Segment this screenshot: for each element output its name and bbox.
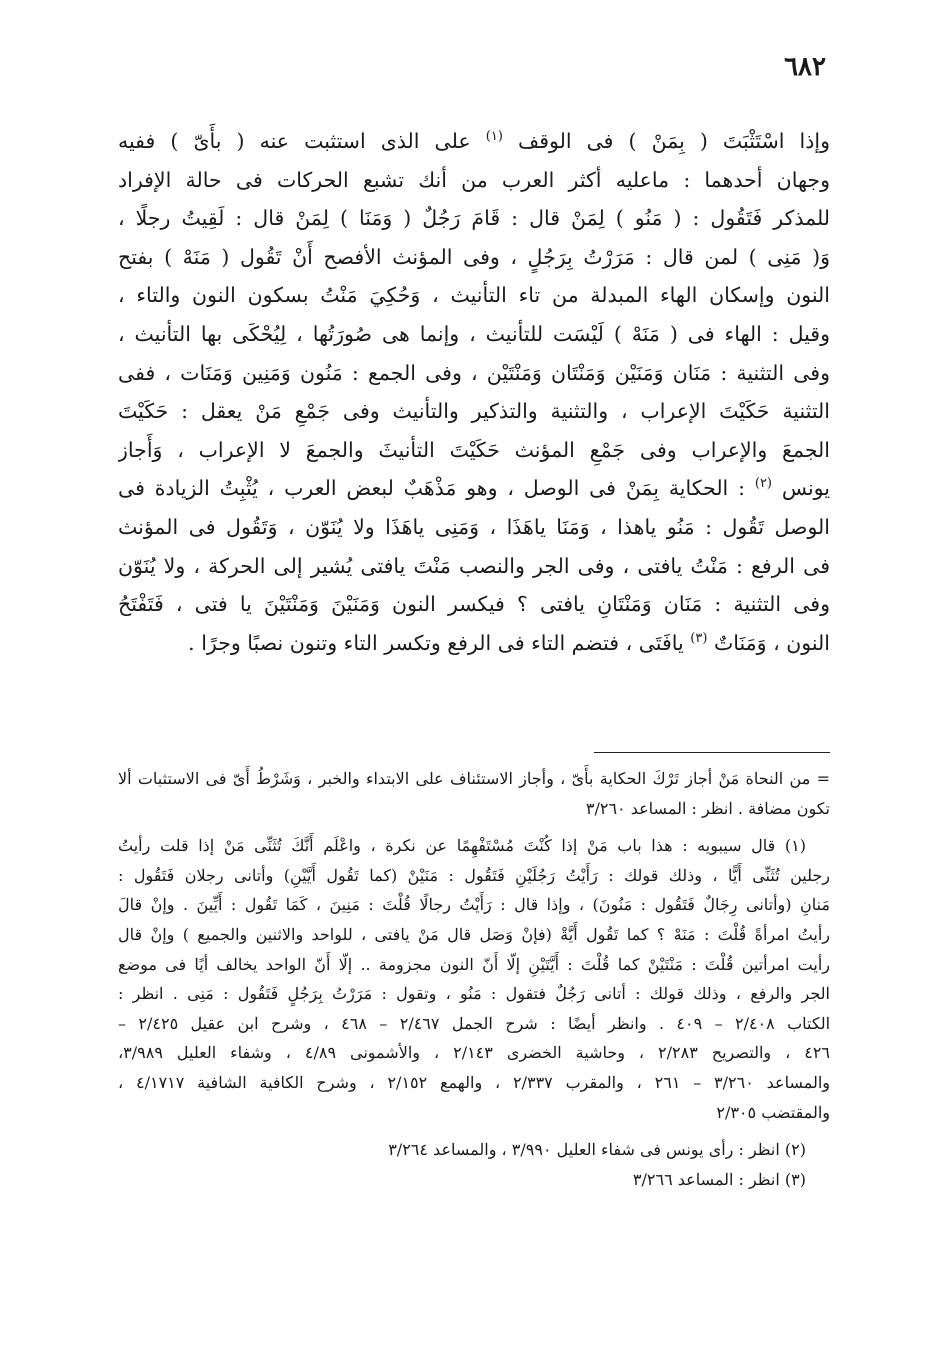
body-line-3: للمذكر فَتَقُول : ( مَنُو ) لِمَنْ قال : قَامَ رَجُلٌ ( وَمَنَا ) لِمَنْ قال : لَقِيتُ رجلًا ، <box>118 206 830 231</box>
body-line-6: وقيل : الهاء فى ( مَنَهْ ) لَيْسَت للتأنيث ، وإنما هى صُورَتُها ، لِيُحْكَى بها التأنيث ، <box>118 321 830 346</box>
body-line-13: وفى التثنية : مَنَان وَمَنْتَانِ يافتى ؟ فيكسر النون وَمَنَيْنَ وَمَنْتَيْنَ يا فتى ، فَتَفْتَحُ <box>118 592 830 617</box>
footnote-divider <box>594 752 830 753</box>
body-line-1 <box>118 122 830 161</box>
footnote-continued-line-1: = من النحاة مَنْ أجاز تَرْكَ الحكاية بأَىّ ، وأجاز الاستئناف على الابتداء والخبر ، وَشَرْطُ أَىّ فى الاستثبات ألا <box>118 769 830 788</box>
footnote-ref-3[interactable]: (٣) <box>690 630 708 646</box>
footnote-1 <box>118 831 830 1127</box>
body-line-14-head: النون ، وَمَنَاتٌ <box>713 630 830 655</box>
body-line-14 <box>118 624 830 663</box>
body-line-7: وفى التثنية : مَنَان وَمَنَيْن وَمَنْتَان وَمَنْتَيْن ، وفى الجمع : مَنُون وَمَنِين وَمَنَات ، ففى <box>118 360 830 385</box>
body-line-10-tail: : الحكاية بِمَنْ فى الوصل ، وهو مَذْهَبٌ لبعض العرب ، يُثْبِتُ الزيادة فى <box>118 476 746 501</box>
page-number: ٦٨٢ <box>784 52 826 82</box>
body-line-4: وَ( مَنِى ) لمن قال : مَرَرْتُ بِرَجُلٍ ، وفى المؤنث الأفصح أَنْ تَقُول ( مَنَهْ ) بفتح <box>118 244 830 269</box>
body-line-5: النون وإسكان الهاء المبدلة من تاء التأنيث ، وَحُكِيَ مَنْتُ بسكون النون والتاء ، <box>118 283 830 308</box>
footnotes <box>118 764 830 1194</box>
footnote-1-line-7: الكتاب ٢/٤٠٨ – ٤٠٩ . وانظر أيضًا : شرح الجمل ٢/٤٦٧ – ٤٦٨ ، وشرح ابن عقيل ٢/٤٢٥ – <box>118 1013 830 1033</box>
footnote-1-line-10: والمقتضب ٢/٣٠٥ <box>716 1102 830 1122</box>
footnote-1-line-8: ٤٢٦ ، والتصريح ٢/٢٨٣ ، وحاشية الخضرى ٢/١٤٣ ، والأشمونى ٤/٨٩ ، وشفاء العليل ٣/٩٨٩، <box>118 1043 830 1063</box>
main-text <box>118 122 830 662</box>
footnote-continued <box>118 764 830 823</box>
body-line-1-tail: على الذى استثبت عنه ( بأَىّ ) ففيه <box>118 129 471 153</box>
footnote-1-line-6: الجر والرفع ، وذلك قولك : أتانى رَجُلٌ فتقول : مَنُو ، وتقول : مَرَرْتُ بِرَجُلٍ فَتَقُول : مَنِى . انظر : <box>118 984 830 1004</box>
body-line-1-head: وإذا اسْتَثْبَتَ ( بِمَنْ ) فى الوقف <box>517 129 830 153</box>
footnote-3: (٣) انظر : المساعد ٣/٢٦٦ <box>632 1169 806 1189</box>
body-line-12: فى الرفع : مَنْتُ يافتى ، وفى الجر والنصب مَنْتَ يافتى يُشير إلى الحركة ، ولا يُنَوّن <box>118 553 830 578</box>
footnote-1-line-9: والمساعد ٣/٢٦٠ – ٢٦١ ، والمقرب ٢/٣٣٧ ، والهمع ٢/١٥٢ ، وشرح الكافية الشافية ٤/١٧١٧ ، <box>118 1072 830 1092</box>
body-line-11: الوصل تَقُول : مَنُو ياهذا ، وَمَنَا ياهَذَا ، وَمَنِى ياهَذَا ولا يُنَوّن ، وَتَقُول فى المؤنث <box>118 514 830 539</box>
footnote-1-line-2: رجلين تُثَنِّى أَيًّا ، وذلك قولك : رَأَيْتُ رَجُلَيْنِ فَتَقُول : مَنَيْنْ (كما تَقُول أَيَّيْنِ) وأتانى رجلان فَتَقُول : <box>118 865 830 885</box>
body-line-2: وجهان أحدهما : ماعليه أكثر العرب من أنك تشبع الحركات فى حالة الإفراد <box>118 167 830 192</box>
body-line-9: الجمعَ والإعراب وفى جَمْعِ المؤنث حَكَيْتَ التأنيثَ والجمعَ لا الإعراب ، وَأَجاز <box>118 437 830 462</box>
footnote-continued-line-2: تكون مضافة . انظر : المساعد ٣/٢٦٠ <box>585 798 830 818</box>
footnote-1-line-3: مَنانِ (وأتانى رِجَالٌ فَتَقُول : مَنُونَ) ، وإذا قال : رَأَيْتُ رجالًا قُلْتَ : مَنِينَ ، كَمَا تَقُول : أَيِّينَ . وإنْ قالَ <box>118 895 830 915</box>
footnote-1-line-4: رأيتُ امرأةً قُلْتَ : مَنَهْ ؟ كما تَقُول أَيَّةْ (فإنْ وَصَل قال مَنْ يافتى ، للواحد والاثنين والجميع ) وإنْ قال <box>118 924 830 944</box>
body-line-10 <box>118 469 830 508</box>
body-line-8: التثنية حَكَيْتَ الإعراب ، والتثنية والتذكير والتأنيث وفى جَمْعِ مَنْ يعقل : حَكَيْتَ <box>118 399 830 424</box>
footnote-1-line-1: (١) قال سيبويه : هذا باب مَنْ إذا كُنْتَ مُسْتَفْهِمًا عن نكرة ، واعْلَم أَنَّكَ تُثَنِّى مَنْ إذا قلت رأيتُ <box>118 836 806 856</box>
body-line-10-head: يونس <box>781 476 830 501</box>
footnote-2: (٢) انظر : رأى يونس فى شفاء العليل ٣/٩٩٠ ، والمساعد ٣/٢٦٤ <box>388 1140 806 1160</box>
footnote-ref-1[interactable]: (١) <box>485 129 503 145</box>
footnote-ref-2[interactable]: (٢) <box>754 476 772 492</box>
body-line-14-tail: يافَتَى ، فتضم التاء فى الرفع وتكسر التاء وتنون نصبًا وجرًا . <box>188 630 684 655</box>
footnote-1-line-5: رأيت امرأتين قُلْتَ : مَنْتَيْنْ كما قُلْتَ : أَيَّتَيْنِ إلّا أَنّ النون مجزومة .. إلّا أَنّ الواحد يخالف أيًا فى موضع <box>118 954 830 974</box>
